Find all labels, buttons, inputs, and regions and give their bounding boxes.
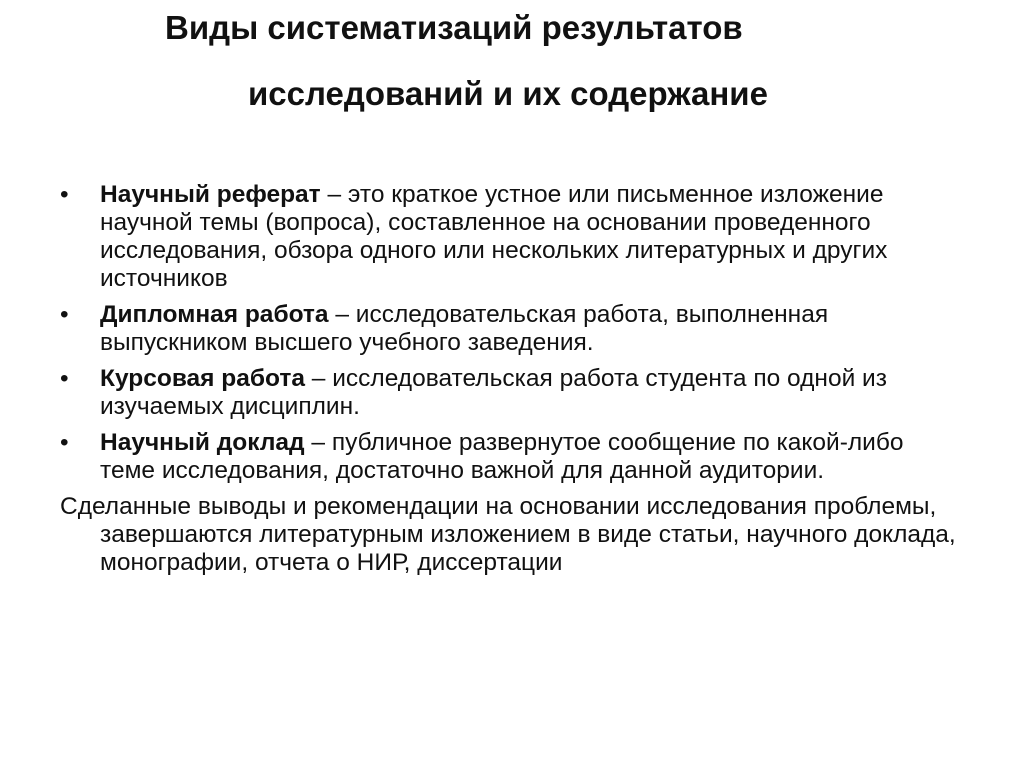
bullet-icon: • — [60, 181, 69, 208]
term-definition: – исследовательская работа студента по одной из изучаемых дисциплин. — [100, 365, 887, 420]
term-label: Курсовая работа — [100, 365, 305, 392]
term-label: Дипломная работа — [100, 301, 329, 328]
slide-title-line-1: Виды систематизаций результатов — [165, 9, 743, 46]
term-label: Научный реферат — [100, 181, 321, 208]
bullet-icon: • — [60, 365, 69, 392]
definition-item-scientific-report — [60, 429, 960, 485]
bullet-icon: • — [60, 429, 69, 456]
term-definition: – это краткое устное или письменное изложение научной темы (вопроса), составленное на основании проведенного исследования, обзора одного или нескольких литературных и других источников — [100, 181, 888, 292]
term-label: Научный доклад — [100, 429, 305, 456]
definition-item-diploma-work — [60, 301, 960, 357]
definition-item-scientific-abstract — [60, 181, 960, 293]
bullet-icon: • — [60, 301, 69, 328]
slide-content — [60, 181, 960, 577]
definition-list — [60, 181, 960, 485]
conclusion-paragraph: Сделанные выводы и рекомендации на основании исследования проблемы, завершаются литературным изложением в виде статьи, научного доклада, монографии, отчета о НИР, диссертации — [60, 493, 956, 576]
term-definition: – исследовательская работа, выполненная выпускником высшего учебного заведения. — [100, 301, 829, 356]
term-definition: – публичное развернутое сообщение по какой-либо теме исследования, достаточно важной для данной аудитории. — [100, 429, 904, 484]
definition-item-course-work — [60, 365, 960, 421]
slide-title-line-2: исследований и их содержание — [248, 75, 768, 112]
